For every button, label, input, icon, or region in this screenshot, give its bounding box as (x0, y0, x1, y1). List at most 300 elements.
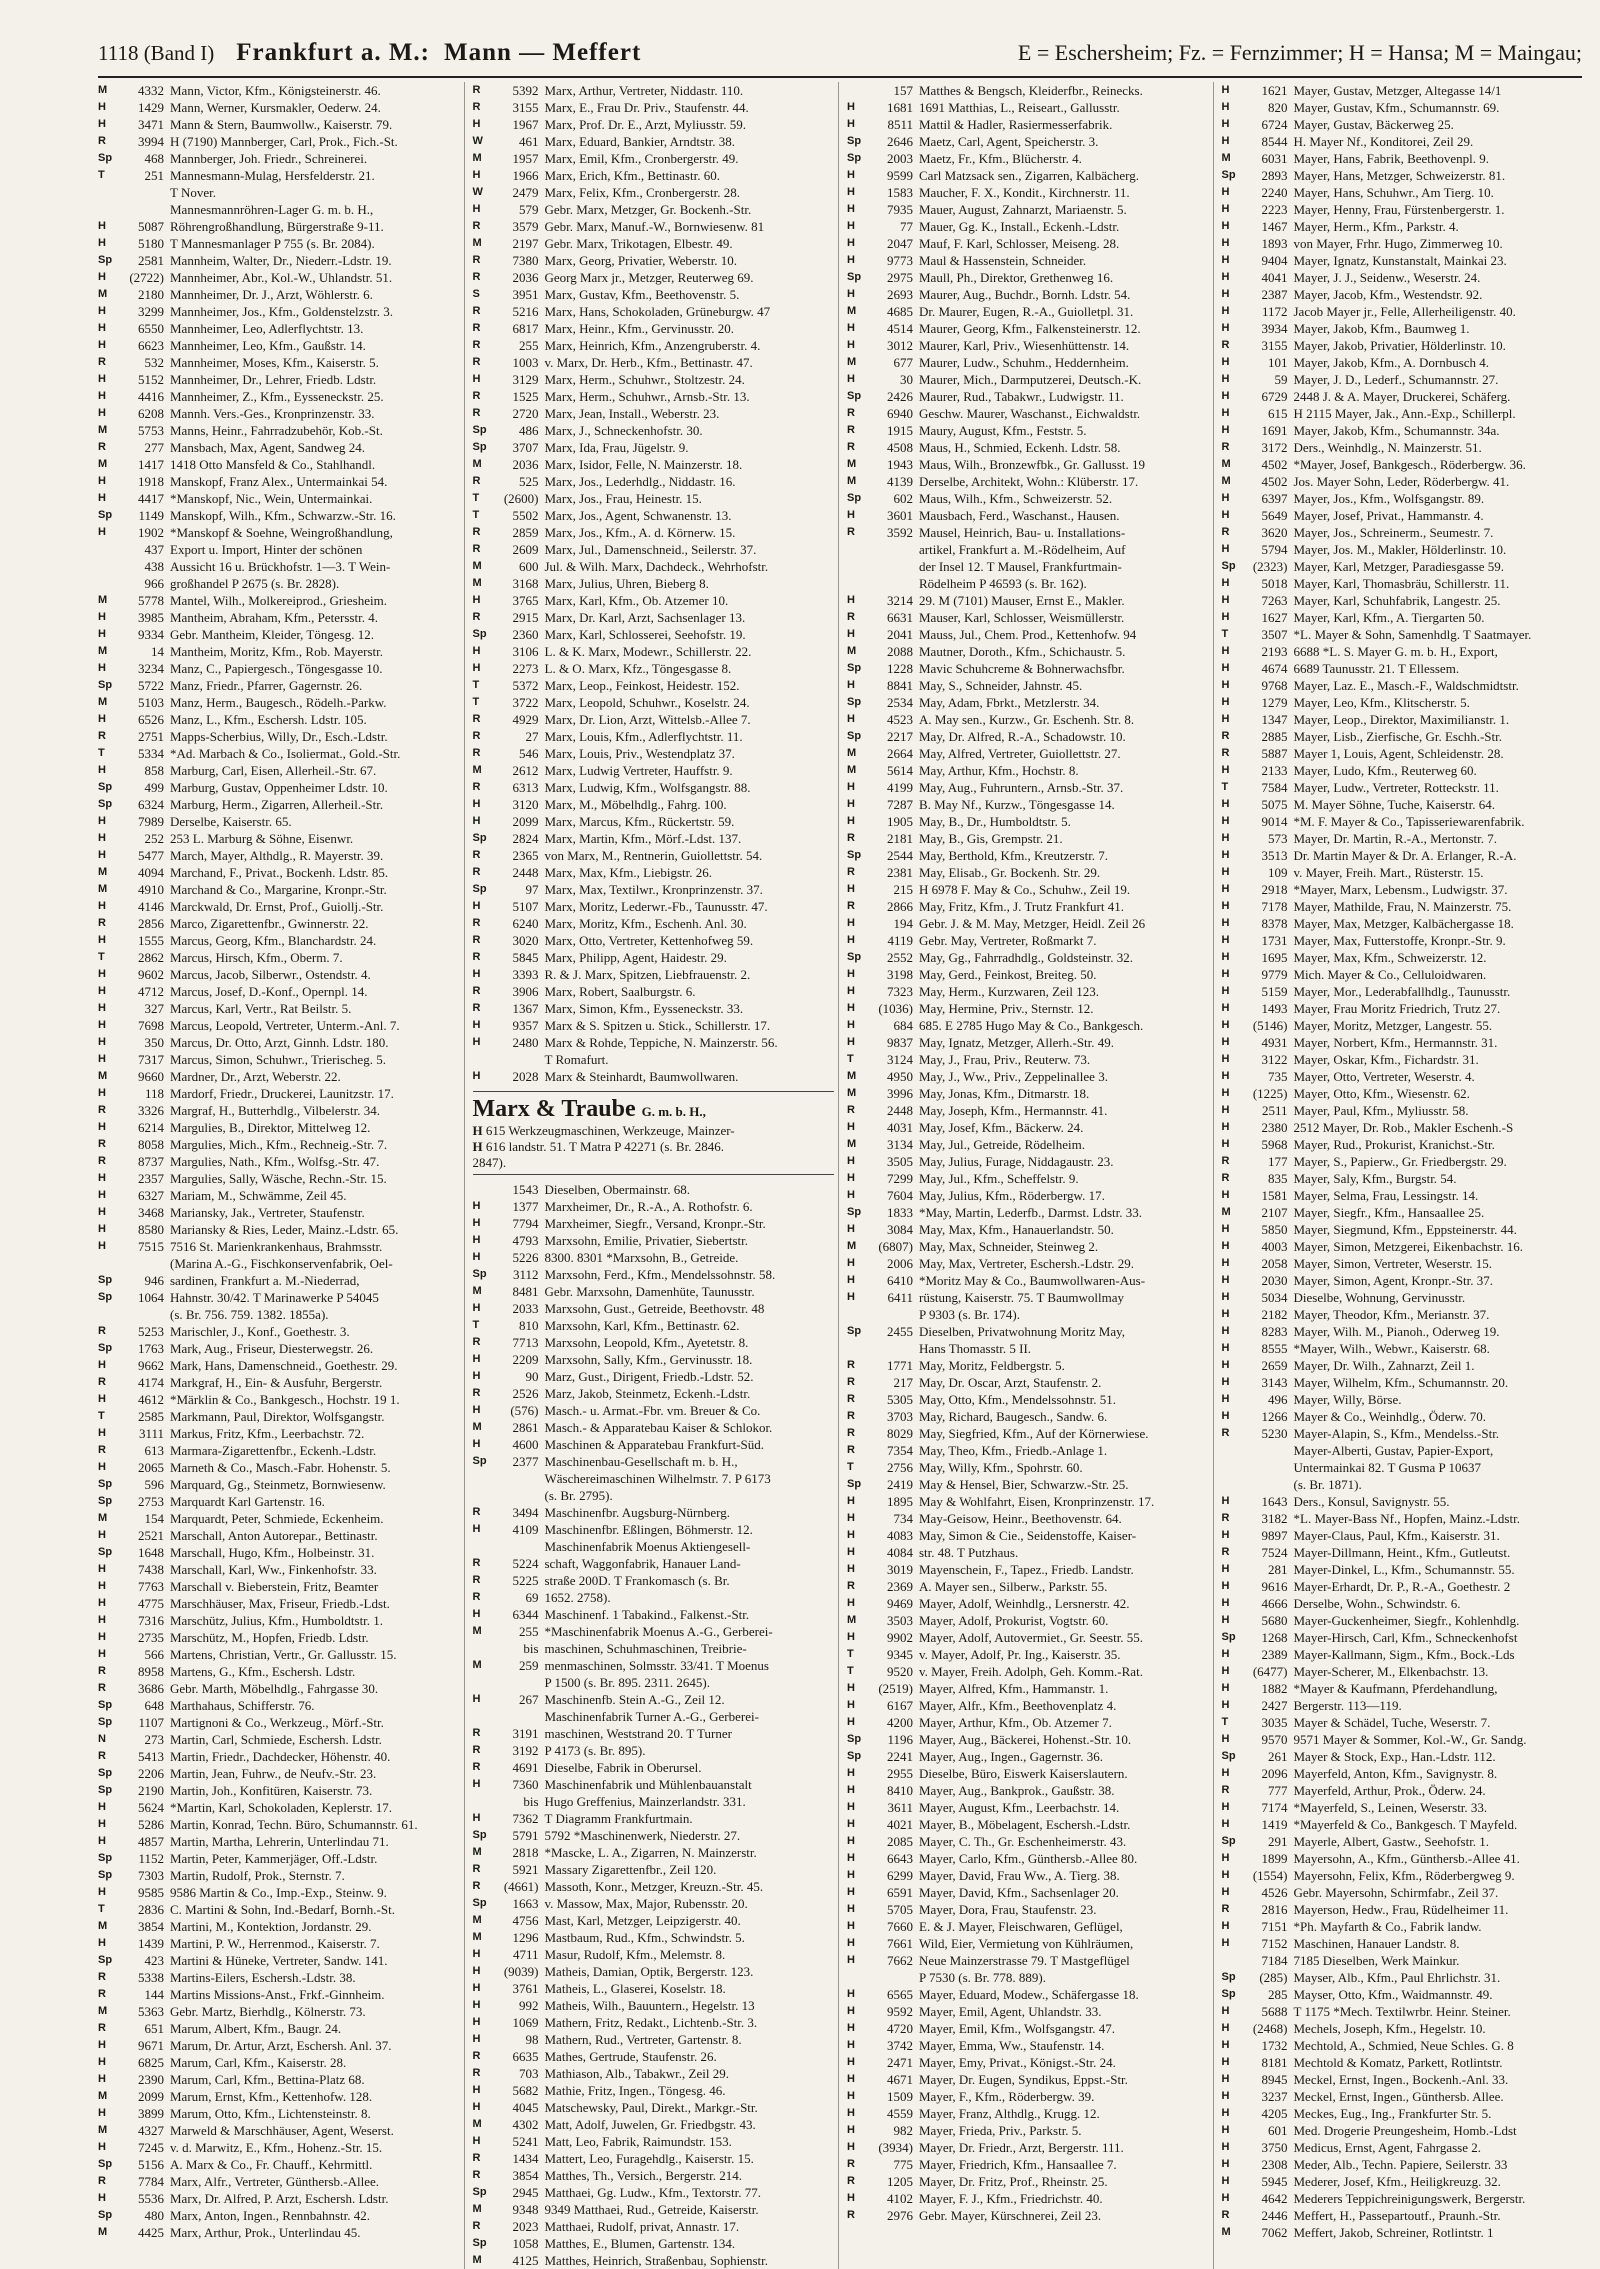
directory-entry (473, 626, 835, 643)
phone-number: 2387 (1261, 287, 1288, 302)
phone-number (869, 1340, 919, 1357)
phone-number: 281 (1268, 1562, 1288, 1577)
exchange-code: M (1221, 1206, 1231, 1218)
entry-text: Mayer-Claus, Paul, Kfm., Kaiserstr. 31. (1293, 1528, 1500, 1543)
directory-entry (1222, 1629, 1585, 1646)
entry-text: May, Dr. Oscar, Arzt, Staufenstr. 2. (919, 1375, 1102, 1390)
phone-number: 251 (144, 168, 164, 183)
phone-number: 1643 (1261, 1494, 1288, 1509)
phone-number: 7062 (1261, 2225, 1288, 2240)
entry-text: Martin, Friedr., Dachdecker, Höhenstr. 40. (170, 1749, 391, 1764)
phone-number: 4083 (887, 1528, 913, 1543)
entry-text: 8300. 8301 *Marxsohn, B., Getreide. (544, 1250, 739, 1265)
exchange-code: H (1221, 118, 1230, 130)
directory-entry (1222, 2224, 1585, 2241)
directory-entry (847, 1289, 1209, 1306)
phone-number: 2036 (512, 457, 539, 472)
directory-entry (1222, 1476, 1585, 1493)
entry-text: maschinen, Weststrand 20. T Turner (544, 1726, 732, 1741)
exchange-code: H (847, 1189, 855, 1201)
entry-text: Marx, Gustav, Kfm., Beethovenstr. 5. (544, 287, 740, 302)
exchange-code: H (1221, 543, 1230, 555)
exchange-code: R (472, 339, 481, 351)
entry-text: Jacob Mayer jr., Felle, Allerheiligenstr. 40. (1293, 304, 1516, 319)
exchange-code (98, 575, 120, 592)
phone-number: 1763 (138, 1341, 164, 1356)
directory-entry (98, 881, 460, 898)
exchange-code: M (847, 764, 857, 776)
directory-entry (473, 592, 835, 609)
directory-entry (847, 2207, 1209, 2224)
entry-text: Mantheim, Moritz, Kfm., Rob. Mayerstr. (170, 644, 384, 659)
phone-number: 2945 (512, 2185, 539, 2200)
exchange-code: H (1221, 1138, 1230, 1150)
entry-text: Maul & Hassenstein, Schneider. (919, 253, 1087, 268)
phone-number: 7515 (138, 1239, 164, 1254)
phone-number: 9671 (138, 2038, 164, 2053)
entry-text: v. d. Marwitz, E., Kfm., Hohenz.-Str. 15. (170, 2140, 383, 2155)
phone-number: 1967 (512, 117, 539, 132)
phone-number: 90 (525, 1369, 539, 1384)
exchange-code: R (472, 1557, 481, 1569)
phone-number: 5794 (1261, 542, 1288, 557)
phone-number: 6729 (1261, 389, 1288, 404)
directory-entry (1222, 1187, 1585, 1204)
phone-number: 6591 (887, 1885, 913, 1900)
exchange-code: R (472, 1387, 481, 1399)
phone-number: 4199 (887, 780, 913, 795)
directory-entry (98, 626, 460, 643)
exchange-code: H (98, 1223, 106, 1235)
directory-entry (98, 779, 460, 796)
entry-text: Marx, Dr. Alfred, P. Arzt, Eschersh. Ldstr. (170, 2191, 389, 2206)
directory-entry (847, 99, 1209, 116)
phone-number: (285) (1259, 1970, 1288, 1985)
exchange-code: H (847, 101, 855, 113)
entry-text: Mayer, Aug., Ingen., Gagernstr. 36. (919, 1749, 1103, 1764)
phone-number: 1003 (512, 355, 539, 370)
entry-text: Mayer, Ludw., Vertreter, Rotteckstr. 11. (1293, 780, 1499, 795)
exchange-code: H (98, 985, 106, 997)
exchange-code: H (847, 237, 855, 249)
entry-text: Matthes, E., Blumen, Gartenstr. 134. (544, 2236, 736, 2251)
entry-text: Marburg, Herm., Zigarren, Allerheil.-Str. (170, 797, 384, 812)
phone-number: 5103 (138, 695, 164, 710)
entry-text: Marx, M., Möbelhdlg., Fahrg. 100. (544, 797, 727, 812)
exchange-code: Sp (98, 1852, 113, 1864)
directory-entry (1222, 2122, 1585, 2139)
entry-text: Marx, Karl, Schlosserei, Seehofstr. 19. (544, 627, 746, 642)
entry-text: Marx, Ludwig, Kfm., Wolfsgangstr. 88. (544, 780, 751, 795)
phone-number: 4600 (512, 1437, 539, 1452)
phone-number: 1279 (1261, 695, 1288, 710)
phone-number: 1918 (138, 474, 164, 489)
directory-entry (98, 1697, 460, 1714)
exchange-code (473, 1181, 495, 1198)
phone-number: 350 (144, 1035, 164, 1050)
entry-text: Mayer, F. J., Kfm., Friedrichstr. 40. (919, 2191, 1103, 2206)
exchange-code: H (98, 1393, 106, 1405)
entry-text: P 4173 (s. Br. 895). (544, 1743, 646, 1758)
directory-entry (1222, 2207, 1585, 2224)
directory-entry (98, 1017, 460, 1034)
exchange-code: H (1221, 1070, 1230, 1082)
entry-text: Mann & Stern, Baumwollw., Kaiserstr. 79. (170, 117, 393, 132)
directory-entry (98, 830, 460, 847)
phone-number: 3106 (512, 644, 539, 659)
exchange-code: R (472, 543, 481, 555)
entry-text: Mariansky & Ries, Leder, Mainz.-Ldstr. 65. (170, 1222, 399, 1237)
exchange-code: H (847, 1223, 855, 1235)
phone-number: 4045 (512, 2100, 539, 2115)
directory-entry (1222, 1000, 1585, 1017)
entry-text: *Ph. Mayfarth & Co., Fabrik landw. (1293, 1919, 1482, 1934)
phone-number: 6313 (512, 780, 539, 795)
page-number: 1118 (Band I) (98, 40, 215, 65)
exchange-code: H (847, 1699, 855, 1711)
exchange-code: Sp (847, 849, 862, 861)
entry-text: Mederer, Josef, Kfm., Heiligkreuzg. 32. (1293, 2174, 1501, 2189)
phone-number: 9616 (1261, 1579, 1288, 1594)
phone-number: 1367 (512, 1001, 539, 1016)
exchange-code: H (1221, 1189, 1230, 1201)
phone-number: 4031 (887, 1120, 913, 1135)
entry-text: 9349 Matthaei, Rud., Getreide, Kaiserstr. (544, 2202, 759, 2217)
entry-text: Manz, Friedr., Pfarrer, Gagernstr. 26. (170, 678, 363, 693)
entry-text: Mayer, J. J., Seidenw., Weserstr. 24. (1293, 270, 1481, 285)
phone-number: 8555 (1261, 1341, 1288, 1356)
exchange-code: R (98, 1376, 106, 1388)
exchange-code: H (472, 1353, 481, 1365)
directory-entry (1222, 1374, 1585, 1391)
exchange-code: M (98, 84, 108, 96)
entry-text: Martin, Konrad, Techn. Büro, Schumannstr. 61. (170, 1817, 418, 1832)
directory-entry (847, 388, 1209, 405)
phone-number: 5107 (512, 899, 539, 914)
entry-text: *Mascke, L. A., Zigarren, N. Mainzerstr. (544, 1845, 757, 1860)
phone-number: 2030 (1261, 1273, 1288, 1288)
directory-entry (98, 1034, 460, 1051)
exchange-code: R (98, 730, 106, 742)
exchange-code: H (98, 373, 106, 385)
phone-number: 2664 (887, 746, 913, 761)
exchange-code: H (847, 339, 855, 351)
entry-text: Mayer-Scherer, M., Elkenbachstr. 13. (1293, 1664, 1489, 1679)
directory-entry (847, 1901, 1209, 1918)
entry-text: 9571 Mayer & Sommer, Kol.-W., Gr. Sandg. (1293, 1732, 1527, 1747)
phone-number: 8580 (138, 1222, 164, 1237)
entry-text: Mayenschein, F., Tapez., Friedb. Landstr. (919, 1562, 1134, 1577)
phone-number: 252 (144, 831, 164, 846)
entry-text: T Mannesmanlager P 755 (s. Br. 2084). (170, 236, 375, 251)
directory-entry (847, 949, 1209, 966)
phone-number: 5968 (1261, 1137, 1288, 1152)
phone-number: (1554) (1252, 1868, 1288, 1883)
phone-number: 4711 (512, 1947, 539, 1962)
directory-entry (847, 1034, 1209, 1051)
exchange-code: H (472, 1812, 481, 1824)
phone-number: 1681 (887, 100, 913, 115)
directory-entry (847, 1578, 1209, 1595)
entry-text: Marx, Philipp, Agent, Haidestr. 29. (544, 950, 727, 965)
entry-text: Dieselben, Obermainstr. 68. (544, 1182, 690, 1197)
directory-entry (1222, 1986, 1585, 2003)
phone-number: 4003 (1261, 1239, 1288, 1254)
exchange-code: R (472, 1591, 481, 1603)
directory-entry (473, 2065, 835, 2082)
phone-number: 7604 (887, 1188, 913, 1203)
phone-number: 261 (1268, 1749, 1288, 1764)
directory-entry (847, 796, 1209, 813)
phone-number: 2419 (887, 1477, 913, 1492)
directory-entry (1222, 507, 1585, 524)
directory-entry (1222, 915, 1585, 932)
entry-text: Mayer, Leo, Kfm., Klitscherstr. 5. (1293, 695, 1470, 710)
phone-number: 532 (144, 355, 164, 370)
exchange-code: H (847, 1155, 855, 1167)
phone-number: 6724 (1261, 117, 1288, 132)
exchange-code: R (98, 2175, 106, 2187)
phone-number: 9902 (887, 1630, 913, 1645)
phone-number: 7784 (138, 2174, 164, 2189)
entry-text: Maus, Wilh., Kfm., Schweizerstr. 52. (919, 491, 1113, 506)
phone-number: 3906 (512, 984, 539, 999)
entry-text: v. Marx, Dr. Herb., Kfm., Bettinastr. 47. (544, 355, 753, 370)
directory-entry (1222, 1136, 1585, 1153)
directory-entry (1222, 252, 1585, 269)
directory-entry (98, 1867, 460, 1884)
entry-text: Mayer, David, Kfm., Sachsenlager 20. (919, 1885, 1119, 1900)
entry-text: Mayer, Friedrich, Kfm., Hansaallee 7. (919, 2157, 1117, 2172)
phone-number: 2526 (512, 1386, 539, 1401)
advertisement-block (473, 1091, 835, 1175)
directory-entry (1222, 150, 1585, 167)
exchange-code: H (847, 781, 855, 793)
exchange-code: H (472, 1982, 481, 1994)
directory-entry (98, 269, 460, 286)
entry-text: Marx, Ida, Frau, Jügelstr. 9. (544, 440, 689, 455)
directory-entry (98, 1374, 460, 1391)
phone-number: 6565 (887, 1987, 913, 2002)
exchange-code: T (98, 1903, 105, 1915)
entry-text: *Manskopf, Nic., Wein, Untermainkai. (170, 491, 373, 506)
phone-number: 255 (519, 338, 539, 353)
exchange-code: Sp (472, 441, 487, 453)
exchange-code (1222, 1952, 1244, 1969)
entry-text: Maucher, F. X., Kondit., Kirchnerstr. 11. (919, 185, 1130, 200)
exchange-code: Sp (472, 2237, 487, 2249)
exchange-code: M (847, 1087, 857, 1099)
phone-number (869, 575, 919, 592)
directory-entry (847, 660, 1209, 677)
phone-number (495, 1708, 545, 1725)
entry-text: Mayer & Co., Weinhdlg., Öderw. 70. (1293, 1409, 1486, 1424)
directory-entry (473, 1317, 835, 1334)
entry-text: Mautner, Doroth., Kfm., Schichaustr. 5. (919, 644, 1126, 659)
phone-number: 3120 (512, 797, 539, 812)
phone-number: 1957 (512, 151, 539, 166)
phone-number: 1205 (887, 2174, 913, 2189)
exchange-code (98, 1255, 120, 1272)
directory-entry (1222, 1272, 1585, 1289)
entry-text: *Mayer, Wilh., Webwr., Kaiserstr. 68. (1293, 1341, 1490, 1356)
directory-entry (1222, 1663, 1585, 1680)
phone-number: 9837 (887, 1035, 913, 1050)
directory-entry (1222, 728, 1585, 745)
entry-text: Mederers Teppichreinigungswerk, Bergerstr. (1293, 2191, 1526, 2206)
entry-text: Maschinenfabrik Moenus Aktiengesell- (544, 1539, 751, 1554)
entry-text: Mayer, Paul, Kfm., Myliusstr. 58. (1293, 1103, 1469, 1118)
entry-text: Marum, Otto, Kfm., Lichtensteinstr. 8. (170, 2106, 371, 2121)
phone-number: 1069 (512, 2015, 539, 2030)
exchange-code: H (1221, 1665, 1230, 1677)
phone-number: 5226 (512, 1250, 539, 1265)
entry-text: Export u. Import, Hinter der schönen (170, 542, 363, 557)
entry-text: Mayer, Simon, Agent, Kronpr.-Str. 37. (1293, 1273, 1494, 1288)
phone-number: 5180 (138, 236, 164, 251)
directory-entry (847, 1340, 1209, 1357)
entry-text: Marburg, Carl, Eisen, Allerheil.-Str. 67. (170, 763, 377, 778)
exchange-code: H (472, 1036, 481, 1048)
exchange-code: M (98, 2090, 108, 2102)
entry-text: Marquard, Gg., Steinmetz, Bornwiesenw. (170, 1477, 386, 1492)
exchange-code: H (847, 917, 855, 929)
phone-number: 5649 (1261, 508, 1288, 523)
directory-entry (847, 728, 1209, 745)
entry-text: May, J., Frau, Priv., Reuterw. 73. (919, 1052, 1091, 1067)
entry-text: Mayer-Kallmann, Sigm., Kfm., Bock.-Lds (1293, 1647, 1515, 1662)
phone-number: 7303 (138, 1868, 164, 1883)
directory-entry (473, 303, 835, 320)
phone-number: 8544 (1261, 134, 1288, 149)
entry-text: May, Hermine, Priv., Sternstr. 12. (919, 1001, 1094, 1016)
directory-entry (98, 1816, 460, 1833)
entry-text: Mayer, Eduard, Modew., Schäfergasse 18. (919, 1987, 1139, 2002)
directory-entry (1222, 1102, 1585, 1119)
entry-text: Marchand & Co., Margarine, Kronpr.-Str. (170, 882, 387, 897)
entry-text: Maetz, Carl, Agent, Speicherstr. 3. (919, 134, 1099, 149)
entry-text: Maurer, Rud., Tabakwr., Ludwigstr. 11. (919, 389, 1124, 404)
exchange-code: R (472, 1002, 481, 1014)
directory-entry (847, 201, 1209, 218)
entry-text: Mathern, Rud., Vertreter, Gartenstr. 8. (544, 2032, 742, 2047)
phone-number: 2446 (1261, 2208, 1288, 2223)
exchange-code: R (472, 356, 481, 368)
entry-text: Mayer, Norbert, Kfm., Hermannstr. 31. (1293, 1035, 1498, 1050)
directory-entry (98, 1612, 460, 1629)
directory-entry (98, 1085, 460, 1102)
exchange-code: H (1221, 645, 1230, 657)
phone-number: 3468 (138, 1205, 164, 1220)
phone-number: 3620 (1261, 525, 1288, 540)
entry-text: *May, Martin, Lederfb., Darmst. Ldstr. 33. (919, 1205, 1142, 1220)
entry-text: Mavic Schuhcreme & Bohnerwachsfbr. (919, 661, 1125, 676)
entry-text: Marxsohn, Sally, Kfm., Gervinusstr. 18. (544, 1352, 753, 1367)
exchange-code: M (98, 1920, 108, 1932)
entry-text: Marcus, Hirsch, Kfm., Oberm. 7. (170, 950, 343, 965)
exchange-code: H (847, 1903, 855, 1915)
entry-text: Manns, Heinr., Fahrradzubehör, Kob.-St. (170, 423, 383, 438)
exchange-code: M (472, 2254, 482, 2266)
entry-text: Marchand, F., Privat., Bockenh. Ldstr. 85. (170, 865, 389, 880)
directory-entry (473, 269, 835, 286)
entry-text: Mayer, Jacob, Kfm., Westendstr. 92. (1293, 287, 1483, 302)
phone-number: 9599 (887, 168, 913, 183)
exchange-code: H (847, 1546, 855, 1558)
exchange-code: H (1221, 1393, 1230, 1405)
directory-entry (847, 1765, 1209, 1782)
entry-text: Mayer, Ludo, Kfm., Reuterweg 60. (1293, 763, 1477, 778)
directory-entry (98, 541, 460, 558)
entry-text: Marckwald, Dr. Ernst, Prof., Guiollj.-Str. (170, 899, 384, 914)
phone-number: 3111 (138, 1426, 164, 1441)
exchange-code: R (1221, 441, 1230, 453)
phone-number: 600 (519, 559, 539, 574)
directory-entry (473, 575, 835, 592)
directory-entry (98, 1952, 460, 1969)
exchange-code: M (472, 560, 482, 572)
phone-number: 2047 (887, 236, 913, 251)
entry-text: *Ad. Marbach & Co., Isoliermat., Gold.-Str. (170, 746, 401, 761)
directory-entry (98, 2173, 460, 2190)
exchange-code: H (1221, 1240, 1230, 1252)
directory-entry (1222, 592, 1585, 609)
entry-text: Mayer, Gustav, Bäckerweg 25. (1293, 117, 1454, 132)
entry-text: Mayer, Laz. E., Masch.-F., Waldschmidtstr. (1293, 678, 1519, 693)
ad-text: landstr. 51. T Matra P 42271 (s. Br. 2846. (508, 1139, 724, 1154)
directory-entry (847, 116, 1209, 133)
phone-number: 5845 (512, 950, 539, 965)
phone-number: 2193 (1261, 644, 1288, 659)
exchange-code: Sp (1221, 1988, 1236, 2000)
phone-number: 2273 (512, 661, 539, 676)
phone-number: 2006 (887, 1256, 913, 1271)
directory-entry (1222, 388, 1585, 405)
phone-number: 2915 (512, 610, 539, 625)
directory-entry (1222, 643, 1585, 660)
entry-text: Mayerson, Hedw., Frau, Rüdelheimer 11. (1293, 1902, 1509, 1917)
phone-number: 858 (144, 763, 164, 778)
entry-text: Marx, Karl, Kfm., Ob. Atzemer 10. (544, 593, 729, 608)
exchange-code: H (1221, 1767, 1230, 1779)
directory-entry (1222, 167, 1585, 184)
exchange-code: H (1221, 288, 1230, 300)
entry-text: Marx, Jos., Agent, Schwanenstr. 13. (544, 508, 732, 523)
entry-text: Mayerfeld, Arthur, Prok., Öderw. 24. (1293, 1783, 1486, 1798)
exchange-code: T (472, 492, 480, 504)
entry-text: Maetz, Fr., Kfm., Blücherstr. 4. (919, 151, 1082, 166)
phone-number: 3234 (138, 661, 164, 676)
exchange-code: M (472, 2118, 482, 2130)
phone-number: 5241 (512, 2134, 539, 2149)
phone-number: 579 (519, 202, 539, 217)
directory-entry (473, 490, 835, 507)
entry-text: Marx, Robert, Saalburgstr. 6. (544, 984, 696, 999)
directory-entry (473, 1300, 835, 1317)
entry-text: Mattert, Leo, Furagehdlg., Kaiserstr. 15. (544, 2151, 754, 2166)
entry-text: Martin, Peter, Kammerjäger, Off.-Ldstr. (170, 1851, 378, 1866)
exchange-code: M (847, 1240, 857, 1252)
entry-text: Mayer, Arthur, Kfm., Ob. Atzemer 7. (919, 1715, 1112, 1730)
phone-number: 4712 (138, 984, 164, 999)
entry-text: Marx, Jos., Kfm., A. d. Körnerw. 15. (544, 525, 736, 540)
phone-number: 4685 (887, 304, 913, 319)
phone-number: 4332 (138, 83, 164, 98)
entry-text: Mayer, Gustav, Kfm., Schumannstr. 69. (1293, 100, 1500, 115)
exchange-code: H (98, 1121, 106, 1133)
phone-number: 423 (144, 1953, 164, 1968)
directory-entry (473, 1034, 835, 1051)
